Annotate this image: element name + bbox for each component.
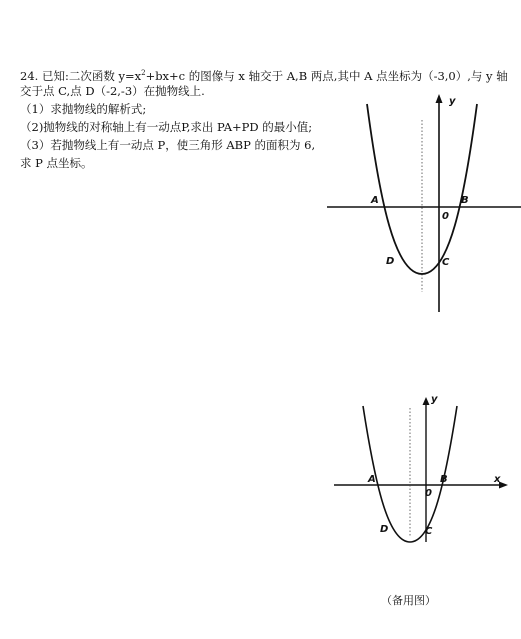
label-o: 0 [425,488,432,499]
label-y: y [449,96,456,107]
parabola-figure-main [325,92,521,317]
parabola-figure-backup [332,394,512,544]
question-1: （1）求抛物线的解析式; [20,102,147,116]
label-o: 0 [442,211,449,222]
label-c: C [442,257,450,268]
problem-line-1 [20,66,508,83]
question-3-continued: 求 P 点坐标。 [20,156,93,170]
y-axis-arrow [423,397,430,405]
problem-line-2: 交于点 C,点 D（-2,-3）在抛物线上. [20,84,205,98]
problem-line-1-pre: 24. 已知:二次函数 y=x [20,68,142,83]
y-axis-arrow [436,94,443,103]
problem-line-1-post: +bx+c 的图像与 x 轴交于 A,B 两点,其中 A 点坐标为（-3,0）,与 y 轴 [145,68,508,83]
exponent: 2 [141,69,146,77]
question-3: （3）若抛物线上有一动点 P，使三角形 ABP 的面积为 6, [20,138,316,152]
label-d: D [386,256,395,267]
question-2: （2)抛物线的对称轴上有一动点P,求出 PA+PD 的最小值; [20,120,313,134]
label-a: A [368,474,376,485]
label-b: B [461,195,469,206]
backup-figure-caption: （备用图） [381,594,436,607]
label-x: x [494,474,501,485]
parabola-curve [367,104,477,274]
label-a: A [371,195,379,206]
label-c: C [425,526,433,537]
label-y: y [431,394,438,405]
label-b: B [440,474,448,485]
label-d: D [380,524,389,535]
